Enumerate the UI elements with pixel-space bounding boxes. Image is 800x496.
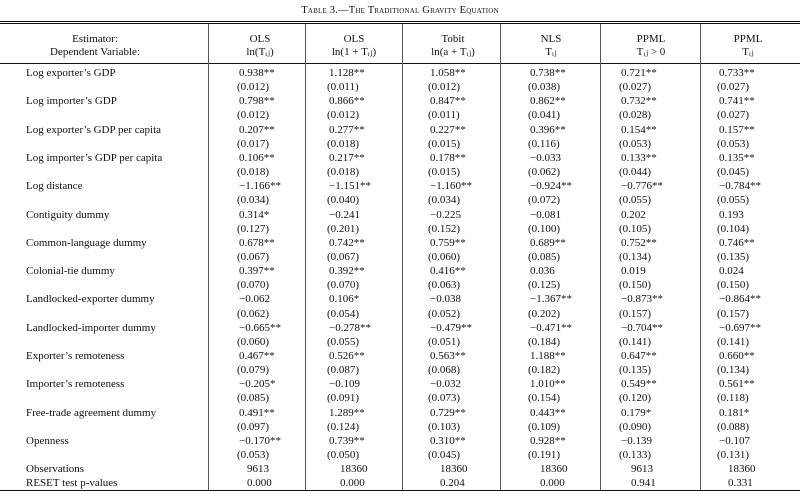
standard-error-cell: (0.068) xyxy=(428,364,461,377)
column-estimator: PPML xyxy=(733,33,763,45)
header-rule xyxy=(0,63,800,64)
column-estimator: PPML xyxy=(636,33,666,45)
table-row-standard-error xyxy=(0,80,800,94)
footer-value-cell: 9613 xyxy=(631,463,653,476)
standard-error-cell: (0.053) xyxy=(619,137,652,150)
table-row-standard-error xyxy=(0,222,800,236)
table-row-standard-error xyxy=(0,250,800,264)
standard-error-cell: (0.055) xyxy=(327,335,360,348)
standard-error-cell: (0.105) xyxy=(619,222,652,235)
table-row xyxy=(0,264,800,278)
standard-error-cell: (0.085) xyxy=(528,250,561,263)
standard-error-cell: (0.067) xyxy=(327,250,360,263)
coefficient-cell: −0.225 xyxy=(430,208,461,221)
coefficient-cell: 0.738** xyxy=(530,67,566,79)
coefficient-cell: −0.062 xyxy=(239,293,270,306)
coefficient-cell: −1.166** xyxy=(239,180,281,193)
coefficient-cell: −0.776** xyxy=(621,180,663,193)
coefficient-cell: 0.647** xyxy=(621,350,657,362)
table-row xyxy=(0,349,800,363)
table-row xyxy=(0,208,800,222)
coefficient-cell: −0.665** xyxy=(239,321,281,334)
coefficient-cell: 0.217** xyxy=(329,151,365,164)
coefficient-cell: 0.467** xyxy=(239,350,275,362)
coefficient-cell: −0.704** xyxy=(621,321,663,334)
standard-error-cell: (0.100) xyxy=(528,222,561,235)
standard-error-cell: (0.062) xyxy=(237,307,270,320)
column-dependent-variable: Tᵢⱼ xyxy=(545,46,557,58)
table-row-standard-error xyxy=(0,335,800,349)
coefficient-cell: 0.689** xyxy=(530,236,566,249)
table-row xyxy=(0,151,800,165)
standard-error-cell: (0.087) xyxy=(327,364,360,377)
standard-error-cell: (0.135) xyxy=(619,364,652,377)
standard-error-cell: (0.012) xyxy=(327,109,360,122)
standard-error-cell: (0.050) xyxy=(327,449,360,462)
standard-error-cell: (0.060) xyxy=(237,335,270,348)
coefficient-cell: −0.038 xyxy=(430,293,461,306)
coefficient-cell: 0.416** xyxy=(430,265,466,278)
footer-value-cell: 18360 xyxy=(540,463,568,476)
stub-dependent-label: Dependent Variable: xyxy=(50,46,140,58)
table-row-standard-error xyxy=(0,278,800,292)
coefficient-cell: −0.471** xyxy=(530,321,572,334)
standard-error-cell: (0.124) xyxy=(327,420,360,433)
standard-error-cell: (0.103) xyxy=(428,420,461,433)
footer-row xyxy=(0,462,800,476)
coefficient-cell: 0.397** xyxy=(239,265,275,278)
column-estimator: OLS xyxy=(249,33,271,45)
coefficient-cell: 0.443** xyxy=(530,406,566,419)
coefficient-cell: −0.924** xyxy=(530,180,572,193)
footer-value-cell: 0.000 xyxy=(540,477,565,490)
coefficient-cell: 0.396** xyxy=(530,123,566,136)
row-label: Common-language dummy xyxy=(26,236,147,249)
table-row xyxy=(0,179,800,193)
footer-row xyxy=(0,476,800,490)
standard-error-cell: (0.041) xyxy=(528,109,561,122)
standard-error-cell: (0.134) xyxy=(717,364,750,377)
coefficient-cell: −0.081 xyxy=(530,208,561,221)
standard-error-cell: (0.157) xyxy=(619,307,652,320)
coefficient-cell: 0.928** xyxy=(530,434,566,447)
standard-error-cell: (0.063) xyxy=(428,279,461,292)
standard-error-cell: (0.116) xyxy=(528,137,560,150)
standard-error-cell: (0.018) xyxy=(327,137,360,150)
standard-error-cell: (0.134) xyxy=(619,250,652,263)
coefficient-cell: −1.151** xyxy=(329,180,371,193)
standard-error-cell: (0.062) xyxy=(528,166,561,179)
column-divider xyxy=(305,24,306,490)
coefficient-cell: −0.784** xyxy=(719,180,761,193)
coefficient-cell: −0.109 xyxy=(329,378,360,391)
stub-estimator-label: Estimator: xyxy=(72,33,118,45)
standard-error-cell: (0.072) xyxy=(528,194,561,207)
standard-error-cell: (0.034) xyxy=(237,194,270,207)
footer-value-cell: 9613 xyxy=(247,463,269,476)
coefficient-cell: 1.188** xyxy=(530,350,566,362)
coefficient-cell: −0.033 xyxy=(530,151,561,164)
standard-error-cell: (0.133) xyxy=(619,449,652,462)
table-row-standard-error xyxy=(0,448,800,462)
coefficient-cell: 0.154** xyxy=(621,123,657,136)
row-label: Landlocked-exporter dummy xyxy=(26,293,155,306)
table-row xyxy=(0,434,800,448)
standard-error-cell: (0.141) xyxy=(717,335,750,348)
standard-error-cell: (0.109) xyxy=(528,420,561,433)
column-divider xyxy=(600,24,601,490)
table-row xyxy=(0,123,800,137)
row-label: Contiguity dummy xyxy=(26,208,110,221)
table-row-standard-error xyxy=(0,165,800,179)
coefficient-cell: 0.862** xyxy=(530,95,566,108)
coefficient-cell: 1.010** xyxy=(530,378,566,391)
column-dependent-variable: ln(Tᵢⱼ) xyxy=(246,46,274,58)
column-divider xyxy=(700,24,701,490)
column-divider xyxy=(500,24,501,490)
coefficient-cell: −0.205* xyxy=(239,378,276,391)
standard-error-cell: (0.055) xyxy=(717,194,750,207)
footer-value-cell: 0.000 xyxy=(340,477,365,490)
coefficient-cell: 0.227** xyxy=(430,123,466,136)
coefficient-cell: 0.739** xyxy=(329,434,365,447)
standard-error-cell: (0.054) xyxy=(327,307,360,320)
standard-error-cell: (0.070) xyxy=(327,279,360,292)
top-rule xyxy=(0,21,800,22)
column-estimator: NLS xyxy=(540,33,562,45)
coefficient-cell: 0.721** xyxy=(621,67,657,79)
coefficient-cell: 0.733** xyxy=(719,67,755,79)
footer-label: Observations xyxy=(26,463,85,476)
coefficient-cell: 0.135** xyxy=(719,151,755,164)
standard-error-cell: (0.184) xyxy=(528,335,561,348)
standard-error-cell: (0.125) xyxy=(528,279,561,292)
standard-error-cell: (0.150) xyxy=(619,279,652,292)
table-row xyxy=(0,406,800,420)
standard-error-cell: (0.079) xyxy=(237,364,270,377)
standard-error-cell: (0.018) xyxy=(327,166,360,179)
coefficient-cell: 0.847** xyxy=(430,95,466,108)
coefficient-cell: −0.278** xyxy=(329,321,371,334)
standard-error-cell: (0.027) xyxy=(717,81,750,94)
coefficient-cell: −0.170** xyxy=(239,434,281,447)
standard-error-cell: (0.131) xyxy=(717,449,750,462)
row-label: Colonial-tie dummy xyxy=(26,265,115,278)
row-label: Log importer’s GDP xyxy=(26,95,117,108)
column-estimator: Tobit xyxy=(441,33,465,45)
column-dependent-variable: ln(1 + Tᵢⱼ) xyxy=(331,46,377,58)
footer-value-cell: 18360 xyxy=(440,463,468,476)
standard-error-cell: (0.015) xyxy=(428,166,461,179)
standard-error-cell: (0.053) xyxy=(717,137,750,150)
standard-error-cell: (0.055) xyxy=(619,194,652,207)
standard-error-cell: (0.045) xyxy=(717,166,750,179)
standard-error-cell: (0.012) xyxy=(428,81,461,94)
coefficient-cell: 0.759** xyxy=(430,236,466,249)
column-dependent-variable: ln(a + Tᵢⱼ) xyxy=(431,46,475,58)
footer-value-cell: 0.000 xyxy=(247,477,272,490)
coefficient-cell: 0.752** xyxy=(621,236,657,249)
coefficient-cell: 0.660** xyxy=(719,350,755,362)
standard-error-cell: (0.034) xyxy=(428,194,461,207)
standard-error-cell: (0.012) xyxy=(237,109,270,122)
coefficient-cell: 0.277** xyxy=(329,123,365,136)
standard-error-cell: (0.154) xyxy=(528,392,561,405)
table-row xyxy=(0,94,800,108)
table-row xyxy=(0,377,800,391)
standard-error-cell: (0.027) xyxy=(717,109,750,122)
row-label: Log importer’s GDP per capita xyxy=(26,151,163,164)
standard-error-cell: (0.011) xyxy=(327,81,359,94)
column-dependent-variable: Tᵢⱼ xyxy=(742,46,754,58)
coefficient-cell: 0.314* xyxy=(239,208,270,221)
coefficient-cell: 0.549** xyxy=(621,378,657,391)
table-row xyxy=(0,236,800,250)
column-dependent-variable: Tᵢⱼ > 0 xyxy=(636,46,666,58)
top-rule-double xyxy=(0,23,800,24)
coefficient-cell: 0.742** xyxy=(329,236,365,249)
coefficient-cell: 0.207** xyxy=(239,123,275,136)
standard-error-cell: (0.088) xyxy=(717,420,750,433)
coefficient-cell: 0.178** xyxy=(430,151,466,164)
standard-error-cell: (0.090) xyxy=(619,420,652,433)
table-row-standard-error xyxy=(0,307,800,321)
coefficient-cell: 0.798** xyxy=(239,95,275,108)
table-row-standard-error xyxy=(0,363,800,377)
table-title: Table 3.—The Traditional Gravity Equation xyxy=(301,5,499,16)
coefficient-cell: −0.139 xyxy=(621,434,652,447)
coefficient-cell: −0.873** xyxy=(621,293,663,306)
standard-error-cell: (0.120) xyxy=(619,392,652,405)
column-divider xyxy=(402,24,403,490)
coefficient-cell: 0.019 xyxy=(621,265,646,278)
coefficient-cell: 1.128** xyxy=(329,67,365,79)
coefficient-cell: 0.561** xyxy=(719,378,755,391)
coefficient-cell: 0.526** xyxy=(329,350,365,362)
coefficient-cell: 0.392** xyxy=(329,265,365,278)
coefficient-cell: 0.563** xyxy=(430,350,466,362)
bottom-rule xyxy=(0,490,800,491)
standard-error-cell: (0.191) xyxy=(528,449,561,462)
coefficient-cell: 0.866** xyxy=(329,95,365,108)
coefficient-cell: 0.938** xyxy=(239,67,275,79)
coefficient-cell: 0.106* xyxy=(329,293,360,306)
row-label: Log exporter’s GDP per capita xyxy=(26,123,162,136)
footer-value-cell: 18360 xyxy=(340,463,368,476)
standard-error-cell: (0.152) xyxy=(428,222,461,235)
row-label: Log distance xyxy=(26,180,83,193)
coefficient-cell: 0.491** xyxy=(239,406,275,419)
table-row-standard-error xyxy=(0,137,800,151)
coefficient-cell: −1.367** xyxy=(530,293,572,306)
standard-error-cell: (0.012) xyxy=(237,81,270,94)
standard-error-cell: (0.051) xyxy=(428,335,461,348)
standard-error-cell: (0.028) xyxy=(619,109,652,122)
standard-error-cell: (0.053) xyxy=(237,449,270,462)
table-row xyxy=(0,321,800,335)
coefficient-cell: 1.289** xyxy=(329,406,365,419)
row-label: Openness xyxy=(26,434,69,447)
standard-error-cell: (0.157) xyxy=(717,307,750,320)
coefficient-cell: 0.106** xyxy=(239,151,275,164)
coefficient-cell: 0.024 xyxy=(719,265,744,278)
standard-error-cell: (0.091) xyxy=(327,392,360,405)
standard-error-cell: (0.141) xyxy=(619,335,652,348)
coefficient-cell: 0.741** xyxy=(719,95,755,108)
footer-value-cell: 0.941 xyxy=(631,477,656,490)
table-row-standard-error xyxy=(0,108,800,122)
coefficient-cell: 0.133** xyxy=(621,151,657,164)
footer-value-cell: 0.204 xyxy=(440,477,465,490)
standard-error-cell: (0.011) xyxy=(428,109,460,122)
standard-error-cell: (0.044) xyxy=(619,166,652,179)
footer-label: RESET test p-values xyxy=(26,477,118,490)
coefficient-cell: 0.193 xyxy=(719,208,744,221)
standard-error-cell: (0.150) xyxy=(717,279,750,292)
standard-error-cell: (0.104) xyxy=(717,222,750,235)
coefficient-cell: 1.058** xyxy=(430,67,466,79)
standard-error-cell: (0.040) xyxy=(327,194,360,207)
standard-error-cell: (0.038) xyxy=(528,81,561,94)
column-estimator: OLS xyxy=(343,33,365,45)
coefficient-cell: −0.032 xyxy=(430,378,461,391)
coefficient-cell: 0.732** xyxy=(621,95,657,108)
standard-error-cell: (0.052) xyxy=(428,307,461,320)
standard-error-cell: (0.067) xyxy=(237,250,270,263)
standard-error-cell: (0.018) xyxy=(237,166,270,179)
table-row-standard-error xyxy=(0,193,800,207)
standard-error-cell: (0.060) xyxy=(428,250,461,263)
row-label: Free-trade agreement dummy xyxy=(26,406,157,419)
column-divider xyxy=(208,24,209,490)
footer-value-cell: 0.331 xyxy=(728,477,753,490)
standard-error-cell: (0.127) xyxy=(237,222,270,235)
standard-error-cell: (0.201) xyxy=(327,222,360,235)
coefficient-cell: 0.310** xyxy=(430,434,466,447)
coefficient-cell: −0.241 xyxy=(329,208,360,221)
standard-error-cell: (0.015) xyxy=(428,137,461,150)
row-label: Importer’s remoteness xyxy=(26,378,125,391)
standard-error-cell: (0.202) xyxy=(528,307,561,320)
row-label: Landlocked-importer dummy xyxy=(26,321,156,334)
coefficient-cell: −0.864** xyxy=(719,293,761,306)
coefficient-cell: 0.202 xyxy=(621,208,646,221)
standard-error-cell: (0.135) xyxy=(717,250,750,263)
footer-value-cell: 18360 xyxy=(728,463,756,476)
standard-error-cell: (0.045) xyxy=(428,449,461,462)
row-label: Exporter’s remoteness xyxy=(26,350,125,362)
table-row-standard-error xyxy=(0,391,800,405)
standard-error-cell: (0.027) xyxy=(619,81,652,94)
coefficient-cell: 0.678** xyxy=(239,236,275,249)
coefficient-cell: 0.746** xyxy=(719,236,755,249)
coefficient-cell: −0.697** xyxy=(719,321,761,334)
table-row xyxy=(0,292,800,306)
standard-error-cell: (0.118) xyxy=(717,392,749,405)
standard-error-cell: (0.073) xyxy=(428,392,461,405)
coefficient-cell: −0.479** xyxy=(430,321,472,334)
standard-error-cell: (0.097) xyxy=(237,420,270,433)
coefficient-cell: −1.160** xyxy=(430,180,472,193)
standard-error-cell: (0.085) xyxy=(237,392,270,405)
coefficient-cell: 0.729** xyxy=(430,406,466,419)
coefficient-cell: 0.181* xyxy=(719,406,750,419)
coefficient-cell: 0.157** xyxy=(719,123,755,136)
coefficient-cell: −0.107 xyxy=(719,434,750,447)
table-row xyxy=(0,66,800,80)
table-row-standard-error xyxy=(0,420,800,434)
standard-error-cell: (0.017) xyxy=(237,137,270,150)
standard-error-cell: (0.070) xyxy=(237,279,270,292)
standard-error-cell: (0.182) xyxy=(528,364,561,377)
coefficient-cell: 0.179* xyxy=(621,406,652,419)
row-label: Log exporter’s GDP xyxy=(26,67,116,79)
coefficient-cell: 0.036 xyxy=(530,265,555,278)
